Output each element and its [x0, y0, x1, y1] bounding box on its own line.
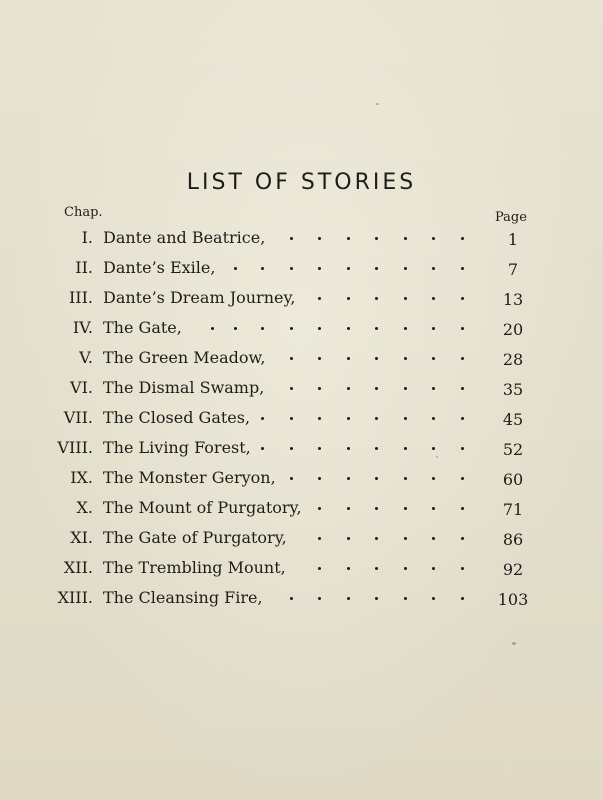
chapter-title: The Closed Gates, — [103, 408, 251, 427]
leader-dot — [404, 387, 407, 390]
chapter-number: XII. — [63, 558, 93, 577]
leader-dot — [261, 447, 264, 450]
leader-dot — [375, 537, 378, 540]
chapter-title: The Living Forest, — [103, 438, 251, 457]
chapter-title: The Gate, — [103, 318, 182, 337]
leader-dot — [375, 567, 378, 570]
chapter-title: The Green Meadow, — [103, 348, 266, 367]
leader-dot — [347, 537, 350, 540]
page-number: 92 — [502, 560, 524, 579]
leader-dot — [347, 507, 350, 510]
leader-dot — [318, 417, 321, 420]
toc-row — [0, 434, 603, 464]
leader-dot — [347, 567, 350, 570]
leader-dot — [404, 507, 407, 510]
leader-dot — [404, 267, 407, 270]
page-number: 28 — [502, 350, 524, 369]
leader-dot — [432, 477, 435, 480]
chapter-title: The Cleansing Fire, — [103, 588, 263, 607]
leader-dot — [318, 237, 321, 240]
leader-dot — [318, 597, 321, 600]
leader-dot — [432, 417, 435, 420]
leader-dot — [404, 297, 407, 300]
leader-dot — [290, 237, 293, 240]
leader-dot — [290, 387, 293, 390]
leader-dot — [290, 597, 293, 600]
leader-dot — [375, 267, 378, 270]
page-number: 1 — [507, 230, 519, 249]
leader-dot — [432, 567, 435, 570]
leader-dot — [318, 567, 321, 570]
leader-dot — [461, 537, 464, 540]
leader-dot — [211, 327, 214, 330]
leader-dot — [432, 537, 435, 540]
chapter-title: Dante and Beatrice, — [103, 228, 266, 247]
leader-dot — [461, 507, 464, 510]
leader-dot — [318, 267, 321, 270]
leader-dot — [347, 387, 350, 390]
leader-dot — [461, 447, 464, 450]
chapter-number: V. — [79, 348, 93, 367]
leader-dot — [375, 597, 378, 600]
leader-dot — [347, 357, 350, 360]
table-of-contents — [0, 224, 603, 614]
leader-dot — [432, 447, 435, 450]
chapter-number: VIII. — [57, 438, 93, 457]
paper-speck — [376, 103, 379, 105]
leader-dot — [261, 327, 264, 330]
leader-dot — [290, 417, 293, 420]
leader-dot — [347, 447, 350, 450]
leader-dot — [432, 237, 435, 240]
leader-dot — [347, 597, 350, 600]
leader-dot — [461, 297, 464, 300]
leader-dot — [461, 417, 464, 420]
toc-row — [0, 554, 603, 584]
leader-dot — [404, 237, 407, 240]
leader-dot — [375, 447, 378, 450]
toc-row — [0, 494, 603, 524]
leader-dot — [347, 417, 350, 420]
page-number: 71 — [502, 500, 524, 519]
leader-dot — [375, 417, 378, 420]
chapter-number: XIII. — [57, 588, 93, 607]
page-column-label: Page — [495, 210, 527, 225]
leader-dot — [290, 357, 293, 360]
page-number: 86 — [502, 530, 524, 549]
leader-dot — [432, 267, 435, 270]
leader-dot — [432, 387, 435, 390]
leader-dot — [404, 597, 407, 600]
leader-dot — [318, 357, 321, 360]
chapter-title: The Monster Geryon, — [103, 468, 276, 487]
toc-row — [0, 374, 603, 404]
chapter-number: III. — [68, 288, 93, 307]
leader-dot — [375, 357, 378, 360]
leader-dot — [318, 477, 321, 480]
leader-dot — [404, 567, 407, 570]
leader-dot — [347, 297, 350, 300]
toc-row — [0, 584, 603, 614]
leader-dot — [318, 447, 321, 450]
leader-dot — [461, 387, 464, 390]
leader-dot — [290, 267, 293, 270]
chapter-title: The Mount of Purgatory, — [103, 498, 302, 517]
leader-dot — [318, 327, 321, 330]
page-number: 103 — [497, 590, 529, 609]
leader-dot — [375, 237, 378, 240]
chapter-title: The Trembling Mount, — [103, 558, 286, 577]
chapter-number: IV. — [72, 318, 93, 337]
leader-dot — [461, 267, 464, 270]
chapter-title: The Gate of Purgatory, — [103, 528, 287, 547]
chapter-number: VII. — [63, 408, 93, 427]
toc-row — [0, 524, 603, 554]
leader-dot — [318, 537, 321, 540]
chapter-number: IX. — [70, 468, 93, 487]
leader-dot — [404, 357, 407, 360]
leader-dot — [432, 297, 435, 300]
leader-dot — [261, 417, 264, 420]
page-title: LIST OF STORIES — [186, 170, 417, 195]
toc-row — [0, 404, 603, 434]
leader-dot — [234, 267, 237, 270]
leader-dot — [461, 357, 464, 360]
page-number: 13 — [502, 290, 524, 309]
paper-speck — [512, 642, 516, 645]
chapter-number: VI. — [70, 378, 93, 397]
leader-dot — [234, 327, 237, 330]
leader-dot — [290, 327, 293, 330]
leader-dot — [404, 327, 407, 330]
chapter-title: Dante’s Exile, — [103, 258, 216, 277]
leader-dot — [375, 477, 378, 480]
chapter-title: Dante’s Dream Journey, — [103, 288, 296, 307]
leader-dot — [318, 297, 321, 300]
toc-row — [0, 224, 603, 254]
leader-dot — [375, 327, 378, 330]
leader-dot — [432, 357, 435, 360]
page-number: 7 — [507, 260, 519, 279]
leader-dot — [461, 597, 464, 600]
leader-dot — [318, 387, 321, 390]
leader-dot — [432, 327, 435, 330]
page-number: 35 — [502, 380, 524, 399]
leader-dot — [375, 297, 378, 300]
leader-dot — [375, 507, 378, 510]
leader-dot — [432, 597, 435, 600]
leader-dot — [347, 327, 350, 330]
leader-dot — [347, 267, 350, 270]
toc-row — [0, 254, 603, 284]
page-number: 60 — [502, 470, 524, 489]
leader-dot — [432, 507, 435, 510]
chapter-number: I. — [81, 228, 93, 247]
leader-dot — [261, 267, 264, 270]
page-number: 52 — [502, 440, 524, 459]
toc-row — [0, 314, 603, 344]
leader-dot — [347, 477, 350, 480]
leader-dot — [461, 477, 464, 480]
leader-dot — [290, 447, 293, 450]
page-number: 45 — [502, 410, 524, 429]
leader-dot — [290, 477, 293, 480]
page-number: 20 — [502, 320, 524, 339]
leader-dot — [404, 477, 407, 480]
leader-dot — [375, 387, 378, 390]
toc-row — [0, 344, 603, 374]
leader-dot — [461, 567, 464, 570]
leader-dot — [347, 237, 350, 240]
chapter-title: The Dismal Swamp, — [103, 378, 265, 397]
chapter-number: X. — [76, 498, 93, 517]
chapter-number: XI. — [70, 528, 93, 547]
leader-dot — [404, 447, 407, 450]
leader-dot — [461, 237, 464, 240]
chapter-column-label: Chap. — [64, 205, 103, 220]
chapter-number: II. — [75, 258, 93, 277]
toc-row — [0, 284, 603, 314]
leader-dot — [318, 507, 321, 510]
toc-row — [0, 464, 603, 494]
leader-dot — [404, 537, 407, 540]
leader-dot — [461, 327, 464, 330]
leader-dot — [404, 417, 407, 420]
